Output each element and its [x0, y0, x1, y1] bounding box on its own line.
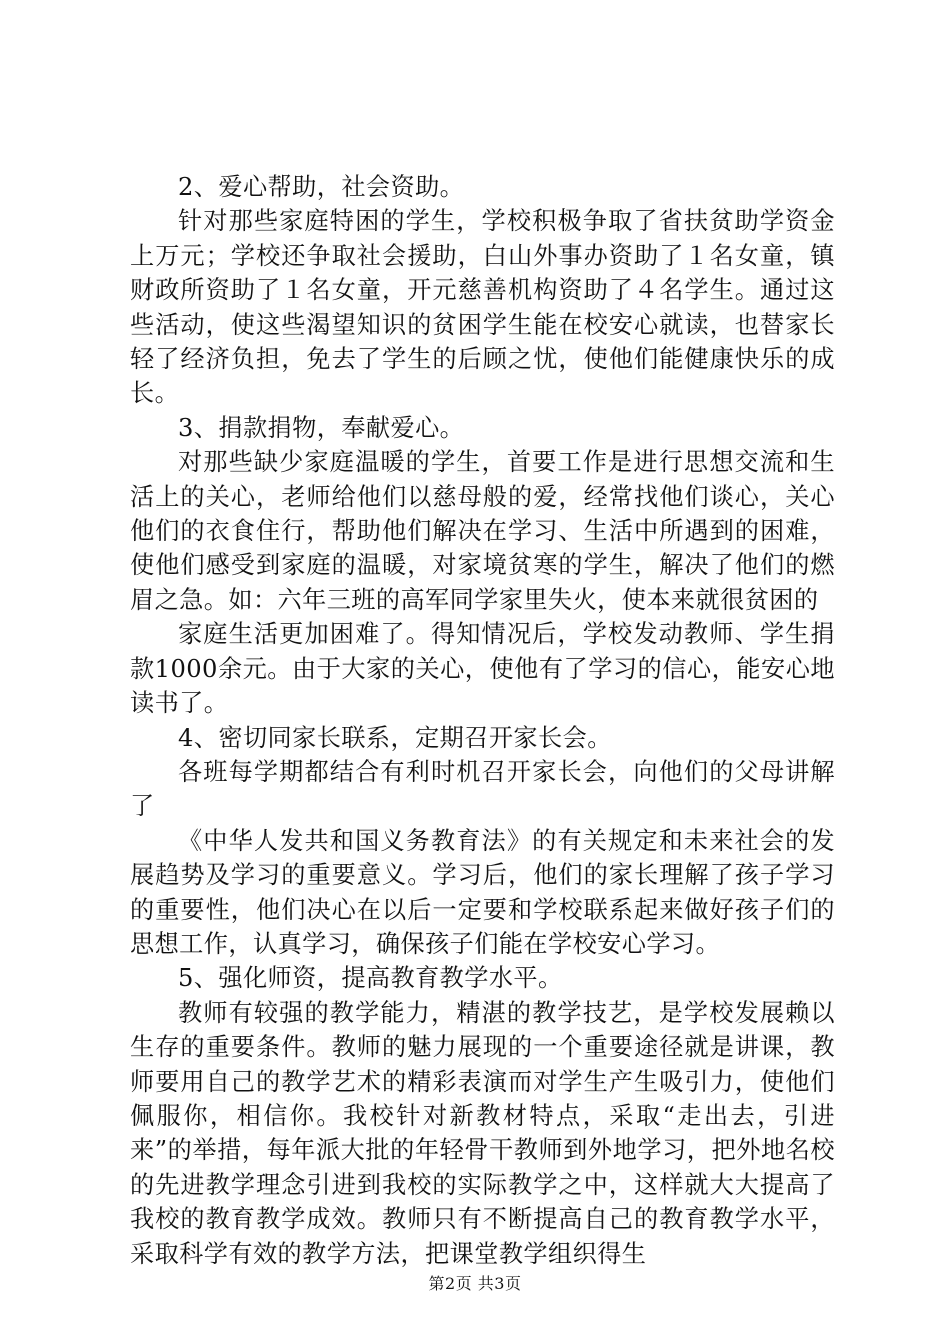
- paragraph: 家庭生活更加困难了。得知情况后，学校发动教师、学生捐款1000余元。由于大家的关心，使他有了学习的信心，能安心地读书了。: [130, 620, 835, 718]
- document-body: [130, 170, 835, 1271]
- section-heading: 2、爱心帮助，社会资助。: [178, 173, 465, 201]
- paragraph: 针对那些家庭特困的学生，学校积极争取了省扶贫助学资金上万元；学校还争取社会援助，白山外事办资助了１名女童，镇财政所资助了１名女童，开元慈善机构资助了４名学生。通过这些活动，使这些渴望知识的贫困学生能在校安心就读，也替家长轻了经济负担，免去了学生的后顾之忧，使他们能健康快乐的成长。: [130, 207, 835, 408]
- paragraph: 教师有较强的教学能力，精湛的教学技艺，是学校发展赖以生存的重要条件。教师的魅力展现的一个重要途径就是讲课，教师要用自己的教学艺术的精彩表演而对学生产生吸引力，使他们佩服你，相信你。我校针对新教材特点，采取“走出去，引进来”的举措，每年派大批的年轻骨干教师到外地学习，把外地名校的先进教学理念引进到我校的实际教学之中，这样就大大提高了我校的教育教学成效。教师只有不断提高自己的教育教学水平，采取科学有效的教学方法，把课堂教学组织得生: [130, 998, 835, 1268]
- page-number: 第2页 共3页: [428, 1274, 522, 1293]
- section-heading: 5、强化师资，提高教育教学水平。: [178, 964, 563, 993]
- section-heading: 3、捐款捐物，奉献爱心。: [178, 413, 465, 442]
- paragraph: 《中华人发共和国义务教育法》的有关规定和未来社会的发展趋势及学习的重要意义。学习后，他们的家长理解了孩子学习的重要性，他们决心在以后一定要和学校联系起来做好孩子们的思想工作，认真学习，确保孩子们能在学校安心学习。: [130, 826, 835, 958]
- paragraph: 对那些缺少家庭温暖的学生，首要工作是进行思想交流和生活上的关心，老师给他们以慈母般的爱，经常找他们谈心，关心他们的衣食住行，帮助他们解决在学习、生活中所遇到的困难，使他们感受到家庭的温暖，对家境贫寒的学生，解决了他们的燃眉之急。如：六年三班的高军同学家里失火，使本来就很贫困的: [130, 448, 835, 614]
- page-footer: [0, 1271, 950, 1294]
- paragraph: 各班每学期都结合有利时机召开家长会，向他们的父母讲解了: [130, 757, 835, 821]
- section-heading: 4、密切同家长联系，定期召开家长会。: [178, 723, 612, 752]
